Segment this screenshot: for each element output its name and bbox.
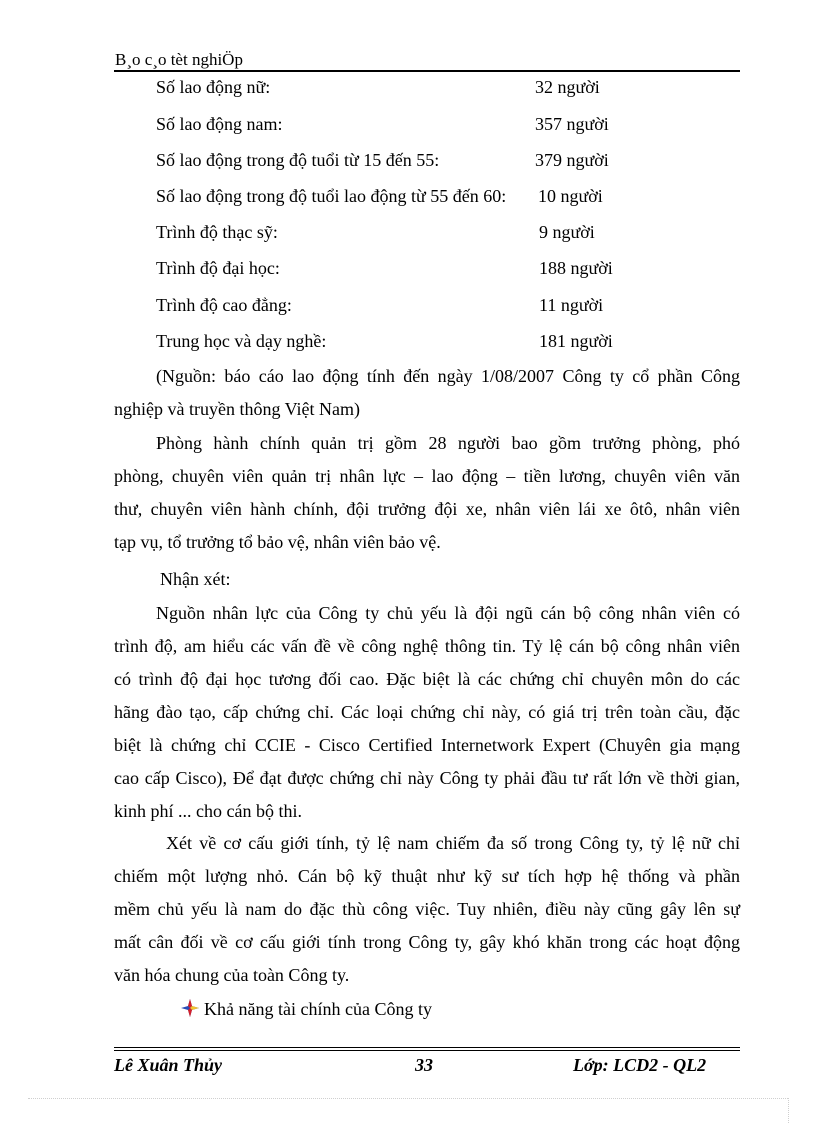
stat-label: Số lao động trong độ tuổi lao động từ 55 đến 60: <box>156 186 507 206</box>
page-boundary-guide <box>28 1098 788 1099</box>
stat-value: 11 người <box>539 295 604 315</box>
text-line: văn hóa chung của toàn Công ty. <box>114 965 350 985</box>
source-note <box>114 360 740 426</box>
stat-value: 379 người <box>535 150 609 170</box>
stat-value: 357 người <box>535 114 609 134</box>
text-line: kinh phí ... cho cán bộ thi. <box>114 801 302 821</box>
stat-value: 9 người <box>539 222 595 242</box>
stat-label: Trình độ đại học: <box>156 258 280 278</box>
section-heading-text: Khả năng tài chính của Công ty <box>204 999 432 1019</box>
remark-label-block <box>114 563 740 596</box>
text-line: trình độ, am hiểu các vấn đề về công nghệ thông tin. Tỷ lệ cán bộ công nhân viên <box>114 636 740 656</box>
text-line: hãng đào tạo, cấp chứng chỉ. Các loại chứng chỉ này, có giá trị trên toàn cầu, đặc <box>114 702 740 722</box>
text-line: nghiệp và truyền thông Việt Nam) <box>114 399 361 419</box>
footer-author: Lê Xuân Thủy <box>114 1055 223 1075</box>
paragraph-gender <box>114 827 740 992</box>
text-line: (Nguồn: báo cáo lao động tính đến ngày 1/08/2007 Công ty cổ phần Công <box>156 366 740 386</box>
text-line: cao cấp Cisco), Để đạt được chứng chỉ này Công ty phải đầu tư rất lớn về thời gian, <box>114 768 740 788</box>
text-line: mất cân đối về cơ cấu giới tính trong Công ty, gây khó khăn trong các hoạt động <box>114 932 740 952</box>
header-rule <box>114 70 740 72</box>
text-line: tạp vụ, tổ trưởng tổ bảo vệ, nhân viên bảo vệ. <box>114 532 441 552</box>
stat-label: Số lao động nam: <box>156 114 283 134</box>
stat-label: Trình độ thạc sỹ: <box>156 222 278 242</box>
text-line: biệt là chứng chỉ CCIE - Cisco Certified Internetwork Expert (Chuyên gia mạng <box>114 735 740 755</box>
stat-value: 10 người <box>538 186 603 206</box>
stat-label: Trình độ cao đẳng: <box>156 295 292 315</box>
stat-value: 181 người <box>539 331 613 351</box>
text-line: Nguồn nhân lực của Công ty chủ yếu là đội ngũ cán bộ công nhân viên có <box>156 603 740 623</box>
stat-value: 32 người <box>535 77 600 97</box>
text-line: chiếm một lượng nhỏ. Cán bộ kỹ thuật như kỹ sư tích hợp hệ thống và phần <box>114 866 740 886</box>
page-boundary-guide <box>788 1098 789 1123</box>
section-heading <box>181 997 432 1021</box>
footer-rule <box>114 1047 740 1048</box>
stat-label: Số lao động trong độ tuổi từ 15 đến 55: <box>156 150 440 170</box>
text-line: có trình độ đại học tương đối cao. Đặc biệt là các chứng chỉ chuyên môn do các <box>114 669 740 689</box>
stat-value: 188 người <box>539 258 613 278</box>
text-line: thư, chuyên viên hành chính, đội trưởng đội xe, nhân viên lái xe ôtô, nhân viên <box>114 499 740 519</box>
remark-label: Nhận xét: <box>160 569 231 589</box>
stat-label: Số lao động nữ: <box>156 77 271 97</box>
header-title: B¸o c¸o tèt nghiÖp <box>115 50 243 69</box>
paragraph-department <box>114 427 740 559</box>
text-line: Phòng hành chính quản trị gồm 28 người bao gồm trưởng phòng, phó <box>156 433 740 453</box>
text-line: Xét về cơ cấu giới tính, tỷ lệ nam chiếm đa số trong Công ty, tỷ lệ nữ chỉ <box>166 833 740 853</box>
stat-label: Trung học và dạy nghề: <box>156 331 327 351</box>
paragraph-resources <box>114 597 740 828</box>
text-line: phòng, chuyên viên quản trị nhân lực – lao động – tiền lương, chuyên viên văn <box>114 466 740 486</box>
four-point-star-bullet-icon <box>181 999 199 1017</box>
page-number: 33 <box>415 1055 433 1075</box>
text-line: mềm chủ yếu là nam do đặc thù công việc. Tuy nhiên, điều này cũng gây lên sự <box>114 899 740 919</box>
footer-class: Lớp: LCD2 - QL2 <box>573 1055 707 1075</box>
footer-rule <box>114 1050 740 1051</box>
